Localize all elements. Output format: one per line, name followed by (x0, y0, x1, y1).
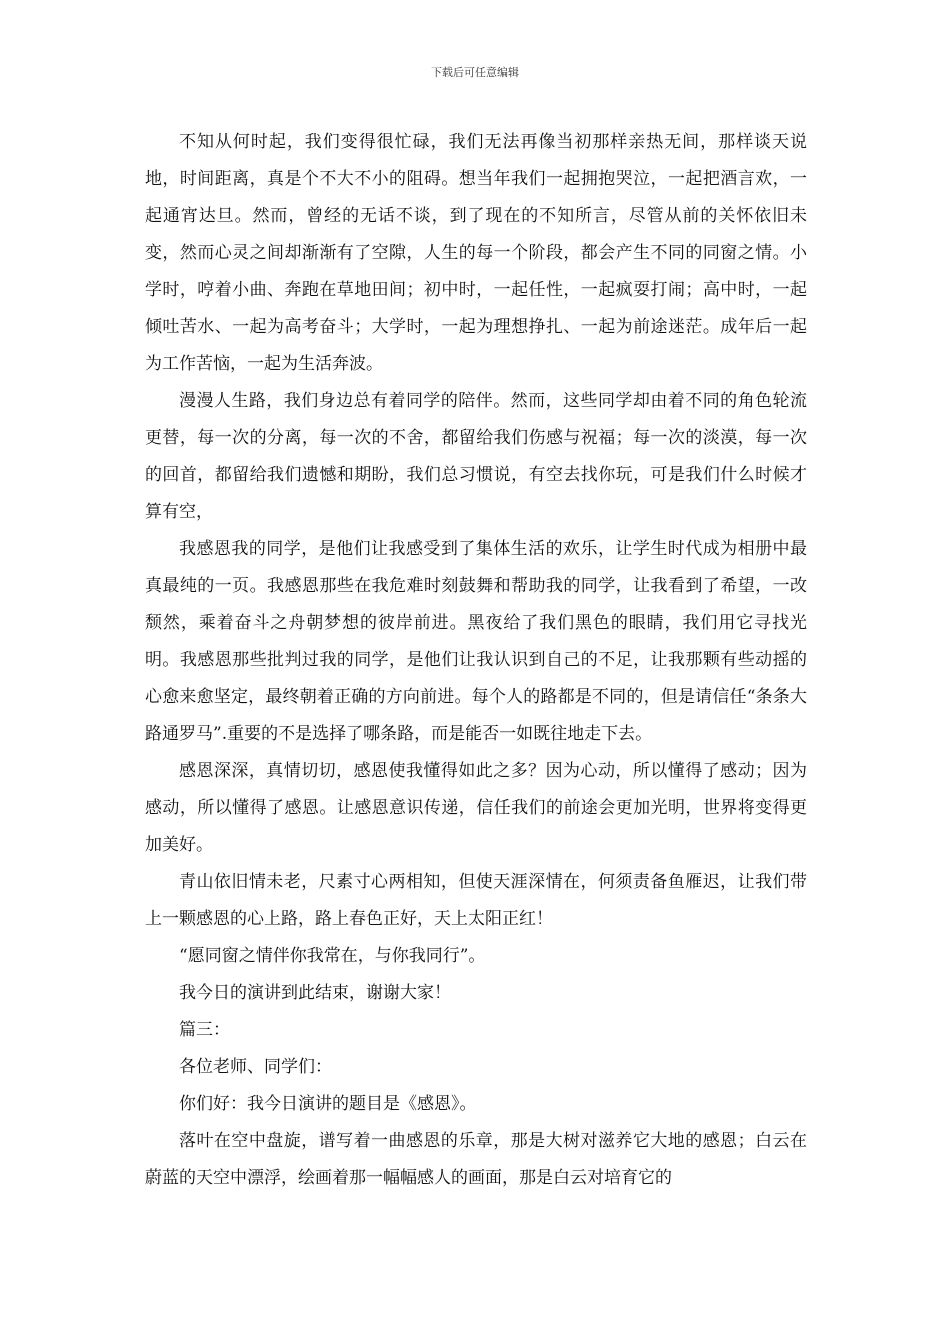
paragraph-speech-title: 你们好：我今日演讲的题目是《感恩》。 (179, 1094, 477, 1114)
document-body (145, 124, 807, 1197)
page-header: 下载后可任意编辑 (431, 66, 519, 79)
paragraph-speech-ending: 我今日的演讲到此结束，谢谢大家！ (179, 983, 451, 1003)
paragraph-classmate-friendship: 不知从何时起，我们变得很忙碌，我们无法再像当初那样亲热无间，那样谈天说地，时间距离，真是个不大不小的阻碍。想当年我们一起拥抱哭泣，一起把酒言欢，一起通宵达旦。然而，曾经的无话不谈，到了现在的不知所言，尽管从前的关怀依旧未变，然而心灵之间却渐渐有了空隙，人生的每一个阶段，都会产生不同的同窗之情。小学时，哼着小曲、奔跑在草地田间；初中时，一起任性，一起疯耍打闹；高中时，一起倾吐苦水、一起为高考奋斗；大学时，一起为理想挣扎、一起为前途迷茫。成年后一起为工作苦恼，一起为生活奔波。 (145, 132, 807, 374)
paragraph-wish-quote: “愿同窗之情伴你我常在，与你我同行”。 (179, 946, 486, 966)
paragraph-life-road: 漫漫人生路，我们身边总有着同学的陪伴。然而，这些同学却由着不同的角色轮流更替，每一次的分离，每一次的不舍，都留给我们伤感与祝福；每一次的淡漠，每一次的回首，都留给我们遗憾和期盼，我们总习惯说，有空去找你玩，可是我们什么时候才算有空， (145, 391, 807, 522)
section-heading-part-three: 篇三： (179, 1020, 230, 1040)
paragraph-falling-leaves: 落叶在空中盘旋，谱写着一曲感恩的乐章，那是大树对滋养它大地的感恩；白云在蔚蓝的天空中漂浮，绘画着那一幅幅感人的画面，那是白云对培育它的 (145, 1131, 807, 1188)
paragraph-green-mountains: 青山依旧情未老，尺素寸心两相知，但使天涯深情在，何须责备鱼雁迟，让我们带上一颗感恩的心上路，路上春色正好，天上太阳正红！ (145, 872, 807, 929)
paragraph-gratitude-classmates: 我感恩我的同学，是他们让我感受到了集体生活的欢乐，让学生时代成为相册中最真最纯的一页。我感恩那些在我危难时刻鼓舞和帮助我的同学，让我看到了希望，一改颓然，乘着奋斗之舟朝梦想的彼岸前进。黑夜给了我们黑色的眼睛，我们用它寻找光明。我感恩那些批判过我的同学，是他们让我认识到自己的不足，让我那颗有些动摇的心愈来愈坚定，最终朝着正确的方向前进。每个人的路都是不同的，但是请信任“条条大路通罗马”.重要的不是选择了哪条路，而是能否一如既往地走下去。 (145, 539, 807, 744)
paragraph-deep-gratitude: 感恩深深，真情切切，感恩使我懂得如此之多？因为心动，所以懂得了感动；因为感动，所以懂得了感恩。让感恩意识传递，信任我们的前途会更加光明，世界将变得更加美好。 (145, 761, 807, 855)
paragraph-greeting: 各位老师、同学们： (179, 1057, 332, 1077)
